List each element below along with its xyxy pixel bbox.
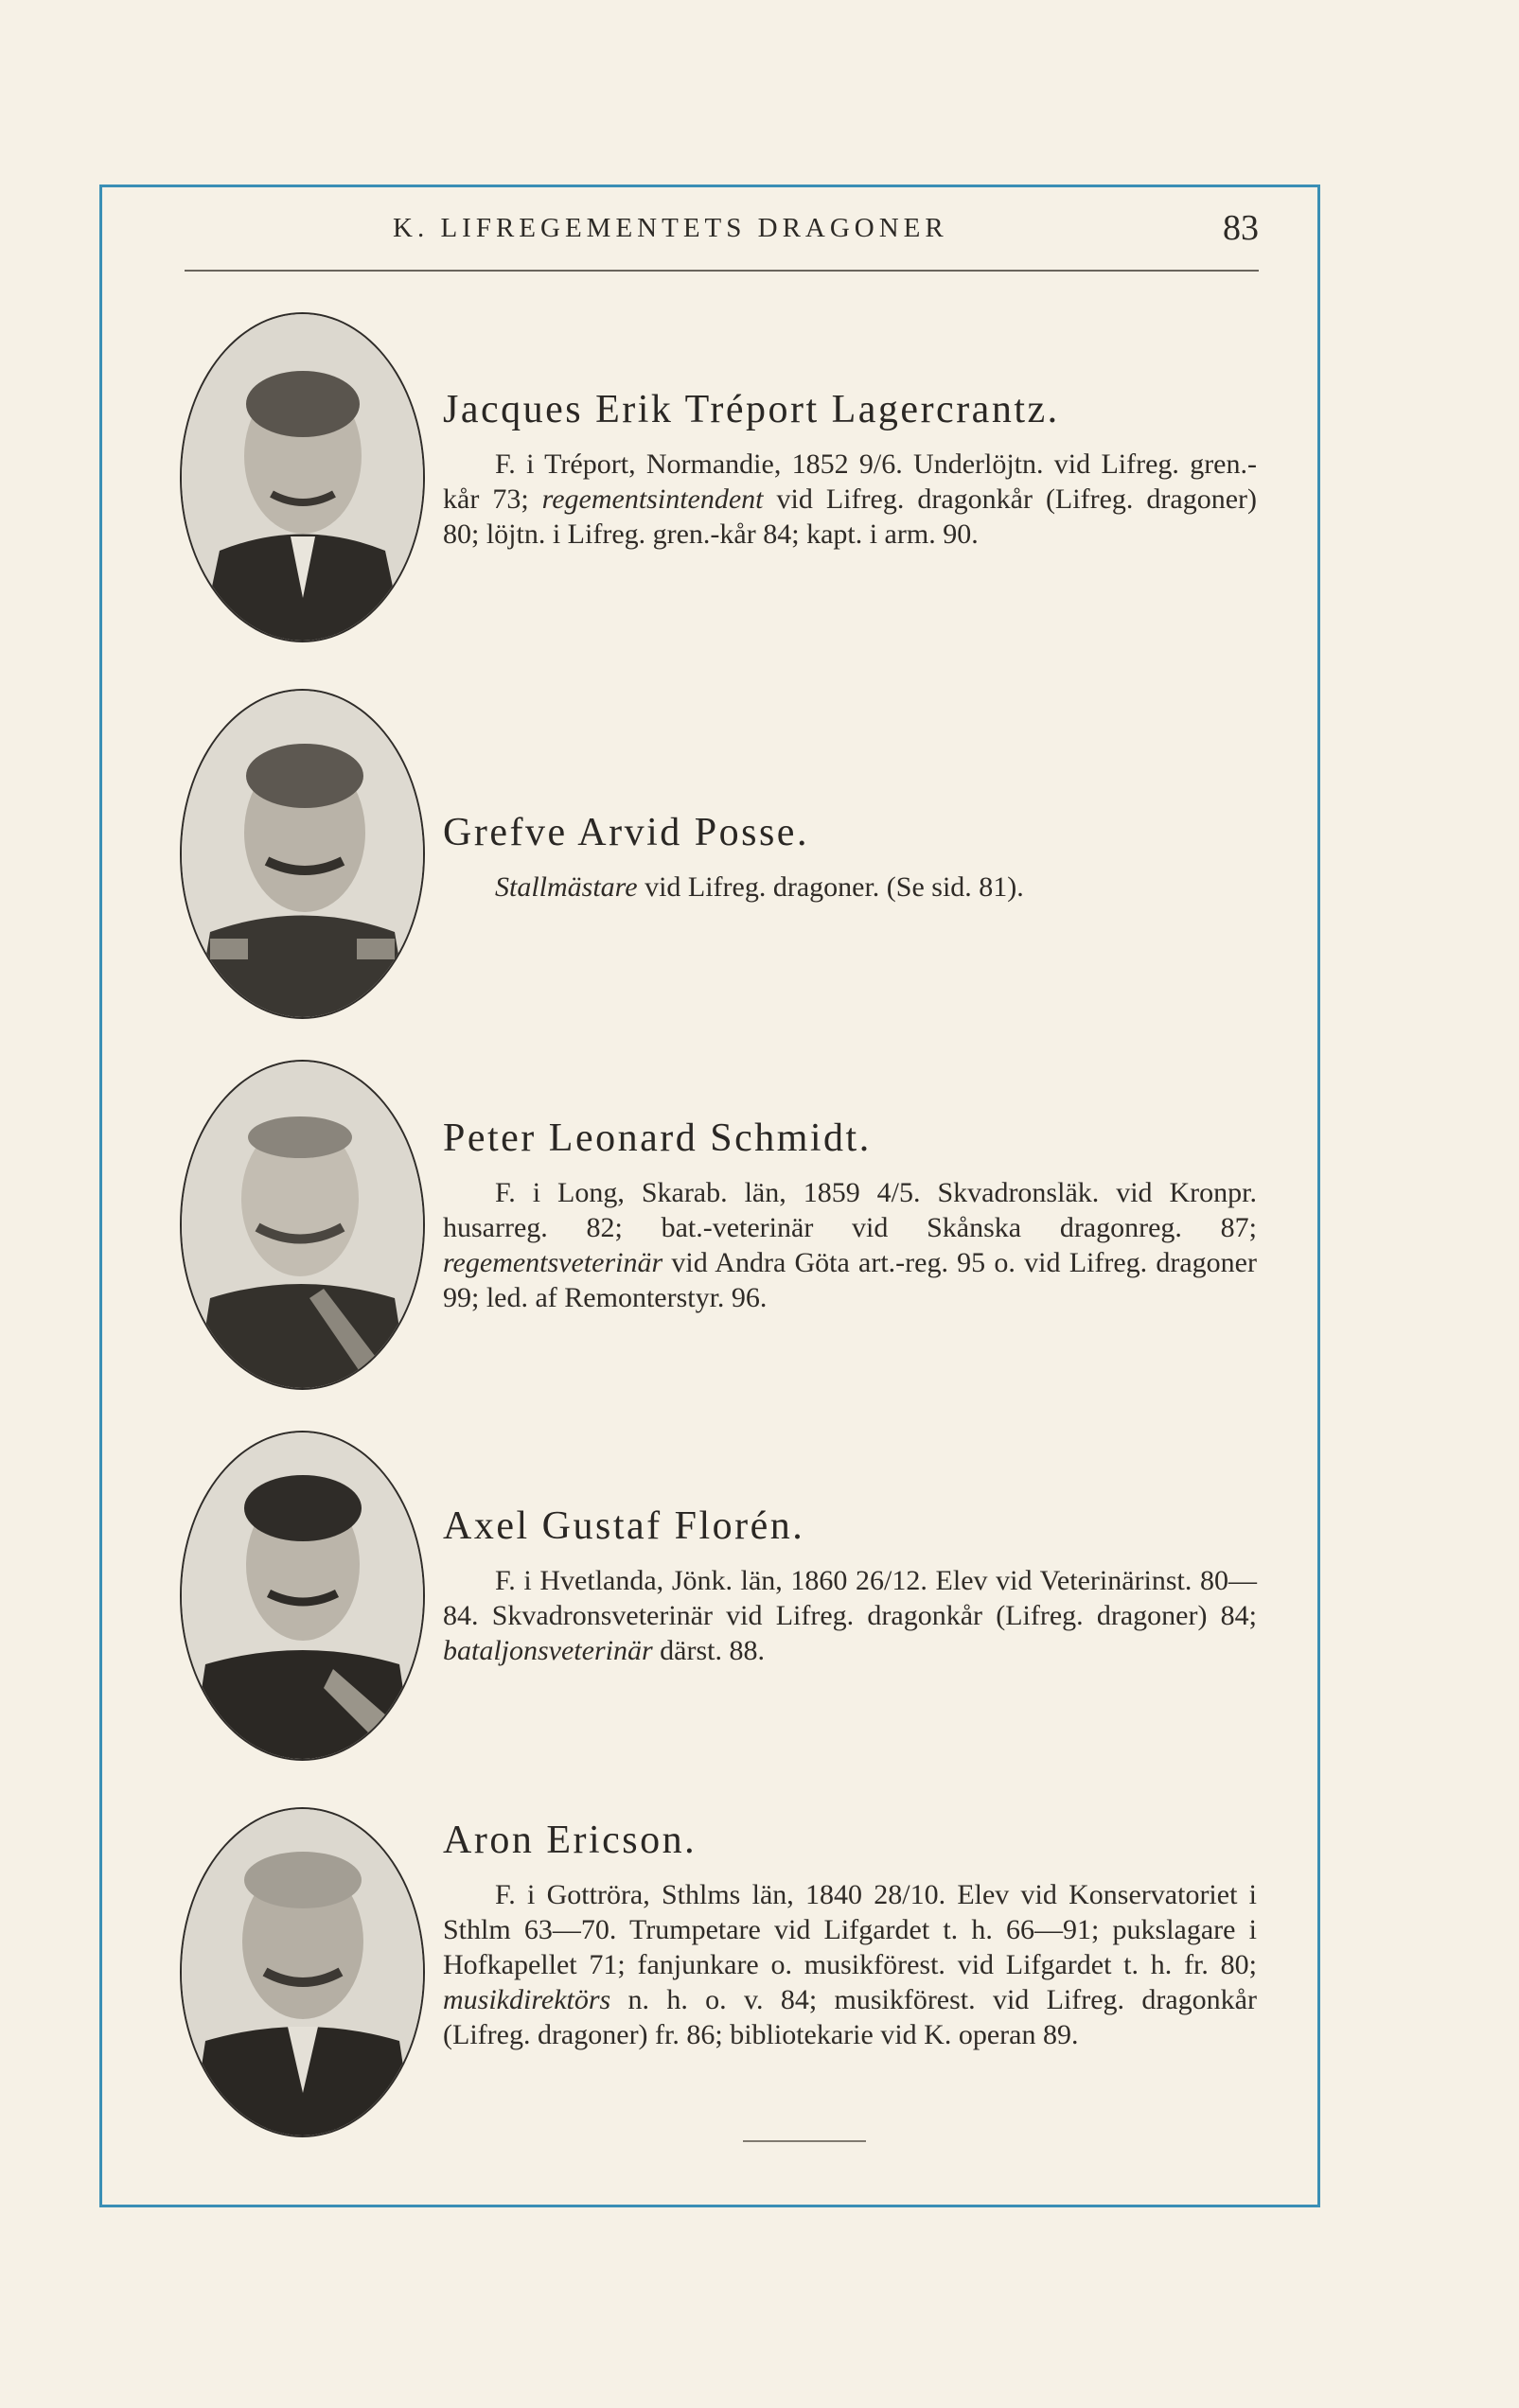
running-header [185, 208, 1259, 272]
bio-text: F. i Tréport, Normandie, 1852 9/6. Underlöjtn. vid Lifreg. gren.-kår 73; [443, 448, 1257, 516]
bio-italic: regementsintendent [541, 483, 764, 516]
portrait-photo [180, 312, 425, 642]
biography [443, 1563, 1257, 1668]
bio-text: vid Andra Göta art.-reg. 95 o. vid Lifreg. dragoner 99; led. af Remonterstyr. 96. [443, 1247, 1257, 1314]
portrait-photo [180, 1431, 425, 1761]
bio-text: därst. 88. [652, 1635, 765, 1667]
bio-text: vid Lifreg. dragonkår (Lifreg. dragoner) 80; löjtn. i Lifreg. gren.-kår 84; kapt. i arm. 90. [443, 483, 1258, 551]
biography [443, 870, 1257, 905]
person-name: Aron Ericson. [443, 1819, 698, 1862]
biography [443, 447, 1257, 552]
person-name: Axel Gustaf Florén. [443, 1504, 805, 1548]
bio-text: F. i Gottröra, Sthlms län, 1840 28/10. Elev vid Konservatoriet i Sthlm 63—70. Trumpetare vid Lifgardet t. h. 66—91; pukslagare i Hofkapellet 71; fanjunkare o. musikförest. vid Lifgardet t. h. fr. 80; [443, 1879, 1257, 1981]
portrait-photo [180, 689, 425, 1019]
bio-text: vid Lifreg. dragoner. (Se sid. 81). [637, 871, 1024, 904]
bio-text: n. h. o. v. 84; musikförest. vid Lifreg. dragonkår (Lifreg. dragoner) fr. 86; bibliotekarie vid K. operan 89. [443, 1984, 1257, 2051]
end-rule [743, 2140, 866, 2142]
biography [443, 1877, 1257, 2052]
bio-italic: bataljonsveterinär [443, 1635, 653, 1667]
bio-italic: Stallmästare [495, 871, 638, 904]
person-name: Grefve Arvid Posse. [443, 811, 809, 854]
portrait-photo [180, 1807, 425, 2137]
biography [443, 1175, 1257, 1315]
portrait-photo [180, 1060, 425, 1390]
bio-text: F. i Hvetlanda, Jönk. län, 1860 26/12. Elev vid Veterinärinst. 80—84. Skvadronsveterinär vid Lifreg. dragonkår (Lifreg. dragoner) 84; [443, 1565, 1257, 1632]
page-number: 83 [1223, 208, 1259, 248]
bio-italic: musikdirektörs [443, 1984, 611, 2016]
bio-text: F. i Long, Skarab. län, 1859 4/5. Skvadronsläk. vid Kronpr. husarreg. 82; bat.-veterinär vid Skånska dragonreg. 87; [443, 1177, 1257, 1244]
person-name: Jacques Erik Tréport Lagercrantz. [443, 388, 1060, 431]
person-name: Peter Leonard Schmidt. [443, 1116, 872, 1160]
header-title: K. LIFREGEMENTETS DRAGONER [393, 213, 948, 243]
bio-italic: regementsveterinär [443, 1247, 663, 1279]
